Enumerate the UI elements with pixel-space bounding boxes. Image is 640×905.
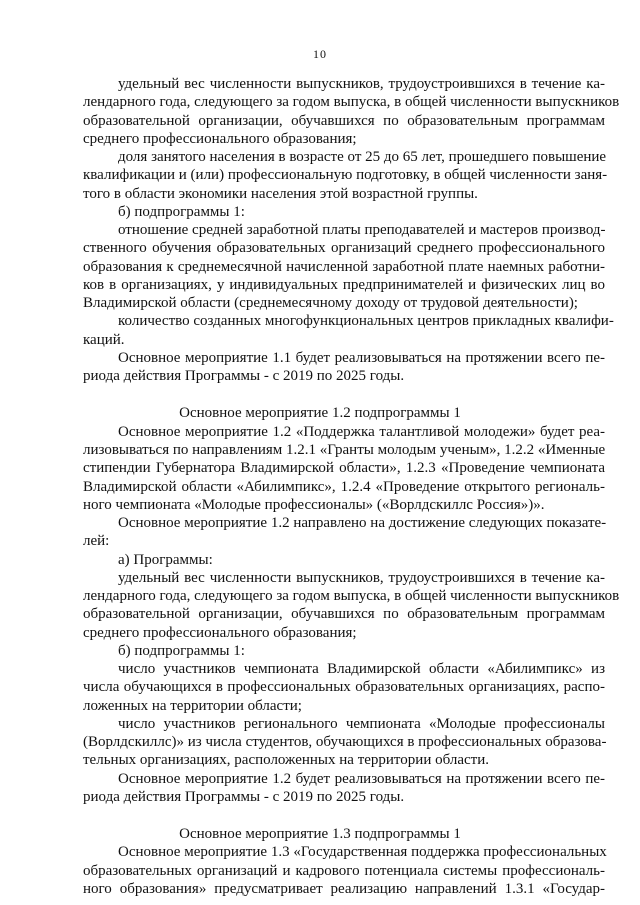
text-line: того в области экономики населения этой возрастной группы.: [83, 185, 478, 202]
text-line: тельных организациях, расположенных на территории области.: [83, 752, 489, 769]
text-line: ного образования» предусматривает реализацию направлений 1.3.1 «Государ-: [83, 881, 605, 897]
text-line: Владимирской области (среднемесячному доходу от трудовой деятельности);: [83, 295, 578, 312]
text-line: б) подпрограммы 1:: [118, 642, 245, 659]
text-line: (Ворлдскиллс)» из числа студентов, обучающихся в профессиональных образова-: [83, 734, 607, 751]
text-line: лендарного года, следующего за годом выпуска, в общей численности выпускников: [83, 588, 620, 604]
text-line: число участников регионального чемпионата «Молодые профессионалы: [118, 715, 605, 732]
text-line: Основное мероприятие 1.1 будет реализовываться на протяжении всего пе-: [118, 349, 605, 366]
text-line: количество созданных многофункциональных центров прикладных квалифи-: [118, 313, 614, 330]
text-line: лендарного года, следующего за годом выпуска, в общей численности выпускников: [83, 94, 620, 111]
text-line: среднего профессионального образования;: [83, 130, 357, 147]
text-line: числа обучающихся в профессиональных образовательных организациях, распо-: [83, 679, 605, 696]
text-line: Основное мероприятие 1.2 направлено на достижение следующих показате-: [118, 515, 607, 531]
text-line: каций.: [83, 331, 125, 348]
section-heading: Основное мероприятие 1.2 подпрограммы 1: [179, 405, 461, 422]
text-line: образовательной организации, обучавшихся по образовательным программам: [83, 606, 605, 623]
text-line: ного чемпионата «Молодые профессионалы» («Ворлдскиллс Россия»)».: [83, 496, 545, 513]
text-line: а) Программы:: [118, 551, 213, 568]
text-line: Основное мероприятие 1.2 «Поддержка талантливой молодежи» будет реа-: [118, 423, 605, 440]
page-number: 10: [313, 47, 327, 61]
section-heading: Основное мероприятие 1.3 подпрограммы 1: [179, 826, 461, 843]
text-line: число участников чемпионата Владимирской области «Абилимпикс» из: [118, 661, 605, 678]
text-line: риода действия Программы - с 2019 по 2025 годы.: [83, 368, 405, 385]
text-line: лей:: [83, 533, 110, 550]
text-line: образования к среднемесячной начисленной заработной плате наемных работни-: [83, 258, 605, 275]
text-line: удельный вес численности выпускников, трудоустроившихся в течение ка-: [118, 569, 605, 586]
text-line: ственного обучения образовательных организаций среднего профессионального: [83, 240, 605, 257]
text-line: образовательных организаций и кадрового потенциала системы профессиональ-: [83, 862, 605, 879]
text-line: квалификации и (или) профессиональную подготовку, в общей численности заня-: [83, 167, 608, 184]
text-line: ков в организациях, у индивидуальных предпринимателей и физических лиц во: [83, 276, 605, 293]
text-line: б) подпрограммы 1:: [118, 203, 245, 220]
text-line: Основное мероприятие 1.3 «Государственная поддержка профессиональных: [118, 844, 607, 861]
text-line: ложенных на территории области;: [83, 697, 302, 714]
text-line: Владимирской области «Абилимпикс», 1.2.4 «Проведение открытого региональ-: [83, 478, 605, 495]
text-line: стипендии Губернатора Владимирской области», 1.2.3 «Проведение чемпионата: [83, 460, 605, 477]
text-line: образовательной организации, обучавшихся по образовательным программам: [83, 112, 605, 129]
text-line: лизовываться по направлениям 1.2.1 «Гранты молодым ученым», 1.2.2 «Именные: [83, 441, 606, 458]
text-line: удельный вес численности выпускников, трудоустроившихся в течение ка-: [118, 76, 605, 92]
text-line: доля занятого населения в возрасте от 25 до 65 лет, прошедшего повышение: [118, 149, 607, 165]
text-line: отношение средней заработной платы преподавателей и мастеров производ-: [118, 222, 606, 238]
text-line: среднего профессионального образования;: [83, 624, 357, 641]
text-line: Основное мероприятие 1.2 будет реализовываться на протяжении всего пе-: [118, 770, 605, 787]
text-line: риода действия Программы - с 2019 по 2025 годы.: [83, 788, 405, 805]
